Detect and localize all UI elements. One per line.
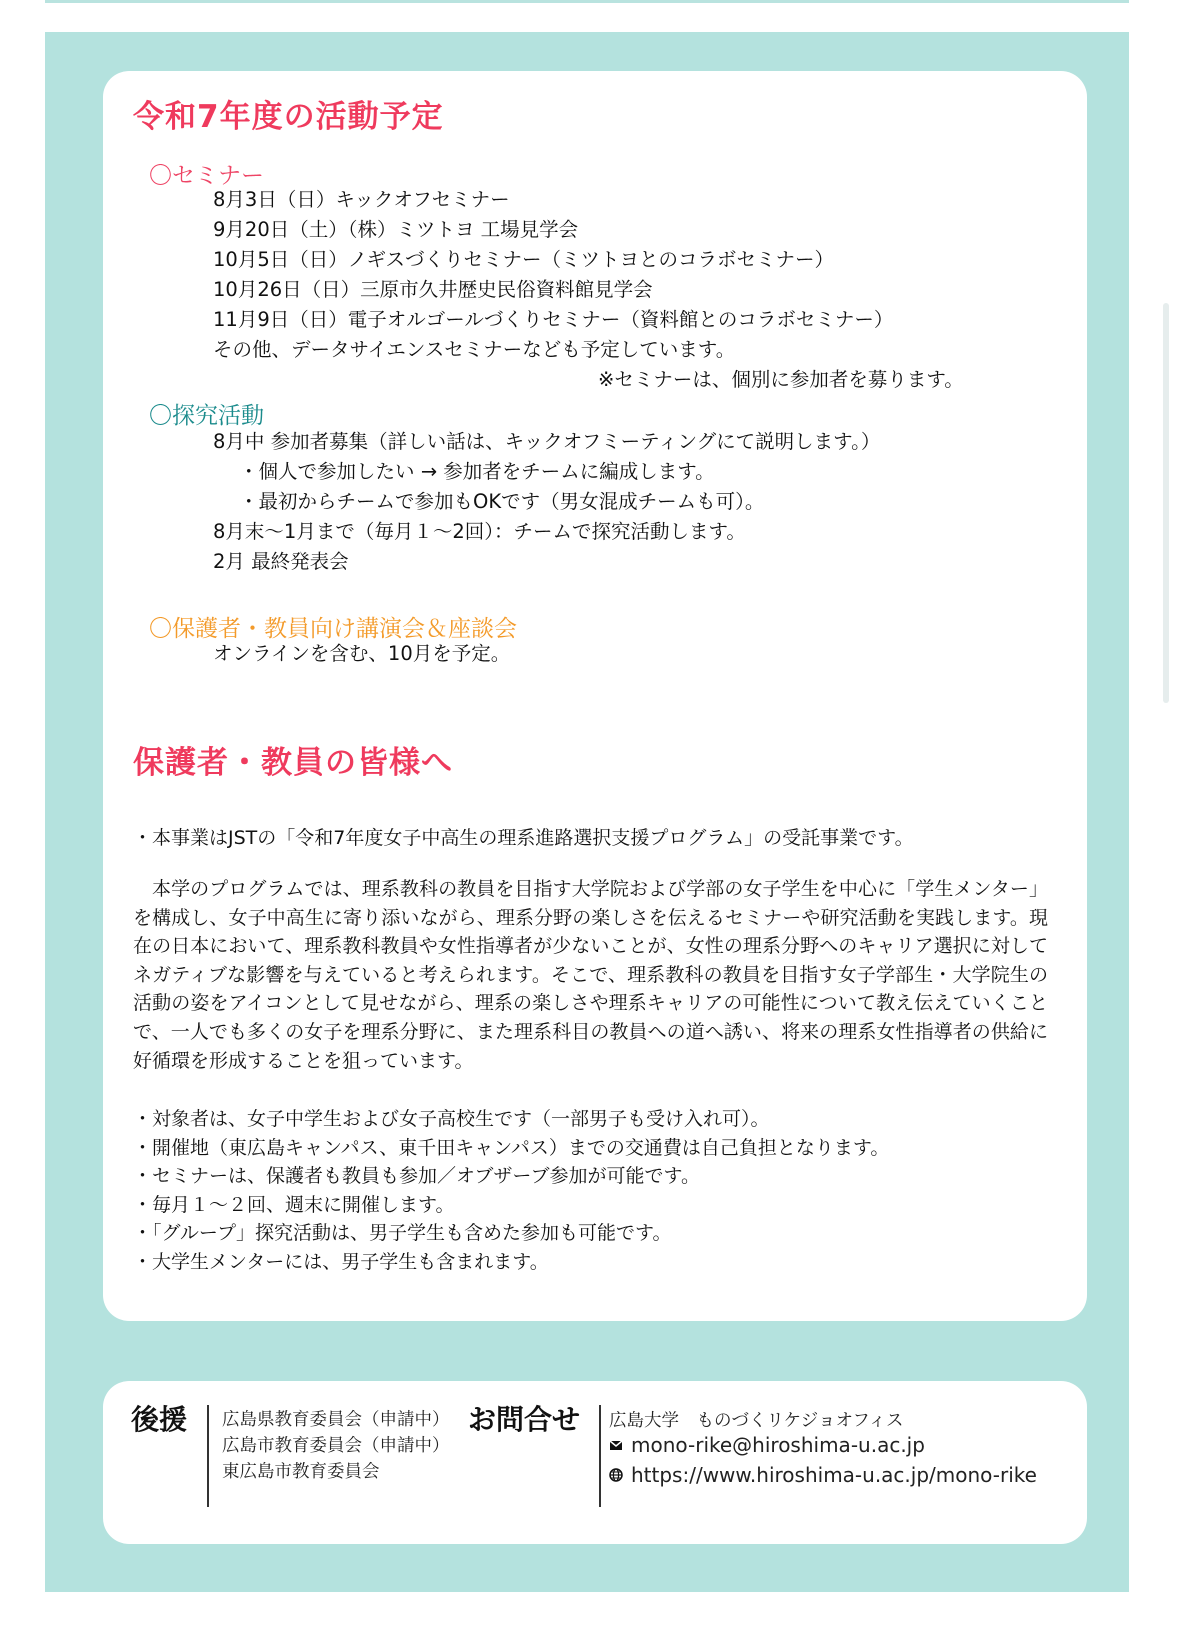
list-item: ・個人で参加したい → 参加者をチームに編成します。 — [239, 460, 715, 483]
guardians-title: 保護者・教員の皆様へ — [133, 745, 453, 781]
list-item: 広島県教育委員会（申請中） — [222, 1410, 450, 1430]
footer-card — [103, 1381, 1087, 1544]
schedule-card — [103, 71, 1087, 1321]
top-divider — [45, 0, 1129, 3]
email-line[interactable] — [609, 1433, 925, 1457]
url-line[interactable] — [609, 1463, 1037, 1487]
inquiry-label: 〇探究活動 — [149, 403, 264, 429]
list-item: ・「グループ」探究活動は、男子学生も含めた参加も可能です。 — [133, 1222, 672, 1244]
list-item: ・大学生メンターには、男子学生も含まれます。 — [133, 1250, 549, 1273]
list-item: 10月5日（日）ノギスづくりセミナー（ミツトヨとのコラボセミナー） — [213, 248, 835, 271]
office-name — [609, 1407, 904, 1432]
envelope-icon — [609, 1438, 623, 1452]
inquiry-list — [213, 427, 880, 577]
list-item: 8月末～1月まで（毎月１～2回）：チームで探究活動します。 — [213, 520, 746, 543]
schedule-title: 令和7年度の活動予定 — [133, 99, 444, 135]
supporters-list — [222, 1407, 450, 1485]
list-item: 2月 最終発表会 — [213, 550, 349, 573]
list-item: ・セミナーは、保護者も教員も参加／オブザーブ参加が可能です。 — [133, 1165, 700, 1187]
divider — [599, 1405, 601, 1507]
support-label: 後援 — [131, 1403, 188, 1436]
list-item: ・開催地（東広島キャンパス、東千田キャンパス）までの交通費は自己負担となります。 — [133, 1136, 890, 1159]
lecture-list — [213, 639, 510, 669]
divider — [207, 1405, 209, 1507]
list-item: ・最初からチームで参加もOKです（男女混成チームも可）。 — [239, 490, 765, 513]
program-description: 本学のプログラムでは、理系教科の教員を目指す大学院および学部の女子学生を中心に「学生メンター」を構成し、女子中高生に寄り添いながら、理系分野の楽しさを伝えるセミナーや研究活動を実践します。現在の日本において、理系教科教員や女性指導者が少ないことが、女性の理系分野へのキャリア選択に対してネガティブな影響を与えていると考えられます。そこで、理系教科の教員を目指す女子学部生・大学院生の活動の姿をアイコンとして見せながら、理系の楽しさや理系キャリアの可能性について教え伝えていくことで、一人でも多くの女子を理系分野に、また理系科目の教員への道へ誘い、将来の理系女性指導者の供給に好循環を形成することを狙っています。 — [133, 878, 1048, 1072]
list-item: ・対象者は、女子中学生および女子高校生です（一部男子も受け入れ可）。 — [133, 1108, 770, 1130]
list-item: その他、データサイエンスセミナーなども予定しています。 — [213, 338, 736, 361]
list-item: 9月20日（土）（株）ミツトヨ 工場見学会 — [213, 218, 579, 241]
list-item: 10月26日（日）三原市久井歴史民俗資料館見学会 — [213, 278, 653, 301]
list-item: 8月中 参加者募集（詳しい話は、キックオフミーティングにて説明します。） — [213, 430, 881, 453]
jst-note: ・本事業はJSTの「令和7年度女子中高生の理系進路選択支援プログラム」の受託事業です。 — [133, 827, 914, 849]
seminar-list — [213, 185, 893, 365]
office-text: 広島大学 ものづくリケジョオフィス — [609, 1411, 904, 1431]
globe-icon — [609, 1468, 623, 1482]
email-link[interactable]: mono-rike@hiroshima-u.ac.jp — [631, 1433, 925, 1457]
list-item: 11月9日（日）電子オルゴールづくりセミナー（資料館とのコラボセミナー） — [213, 308, 894, 331]
seminar-label: 〇セミナー — [149, 163, 264, 189]
list-item: オンラインを含む、10月を予定。 — [213, 642, 511, 665]
list-item: 広島市教育委員会（申請中） — [222, 1436, 450, 1456]
contact-label: お問合せ — [468, 1403, 581, 1436]
notice-list — [133, 1105, 889, 1276]
scrollbar-thumb[interactable] — [1163, 303, 1169, 703]
list-item: 8月3日（日）キックオフセミナー — [213, 188, 510, 211]
list-item: 東広島市教育委員会 — [222, 1462, 380, 1482]
list-item: ・毎月１～２回、週末に開催します。 — [133, 1193, 455, 1216]
website-link[interactable]: https://www.hiroshima-u.ac.jp/mono-rike — [631, 1463, 1037, 1487]
seminar-note: ※セミナーは、個別に参加者を募ります。 — [598, 368, 964, 391]
lecture-label: 〇保護者・教員向け講演会＆座談会 — [149, 616, 517, 642]
